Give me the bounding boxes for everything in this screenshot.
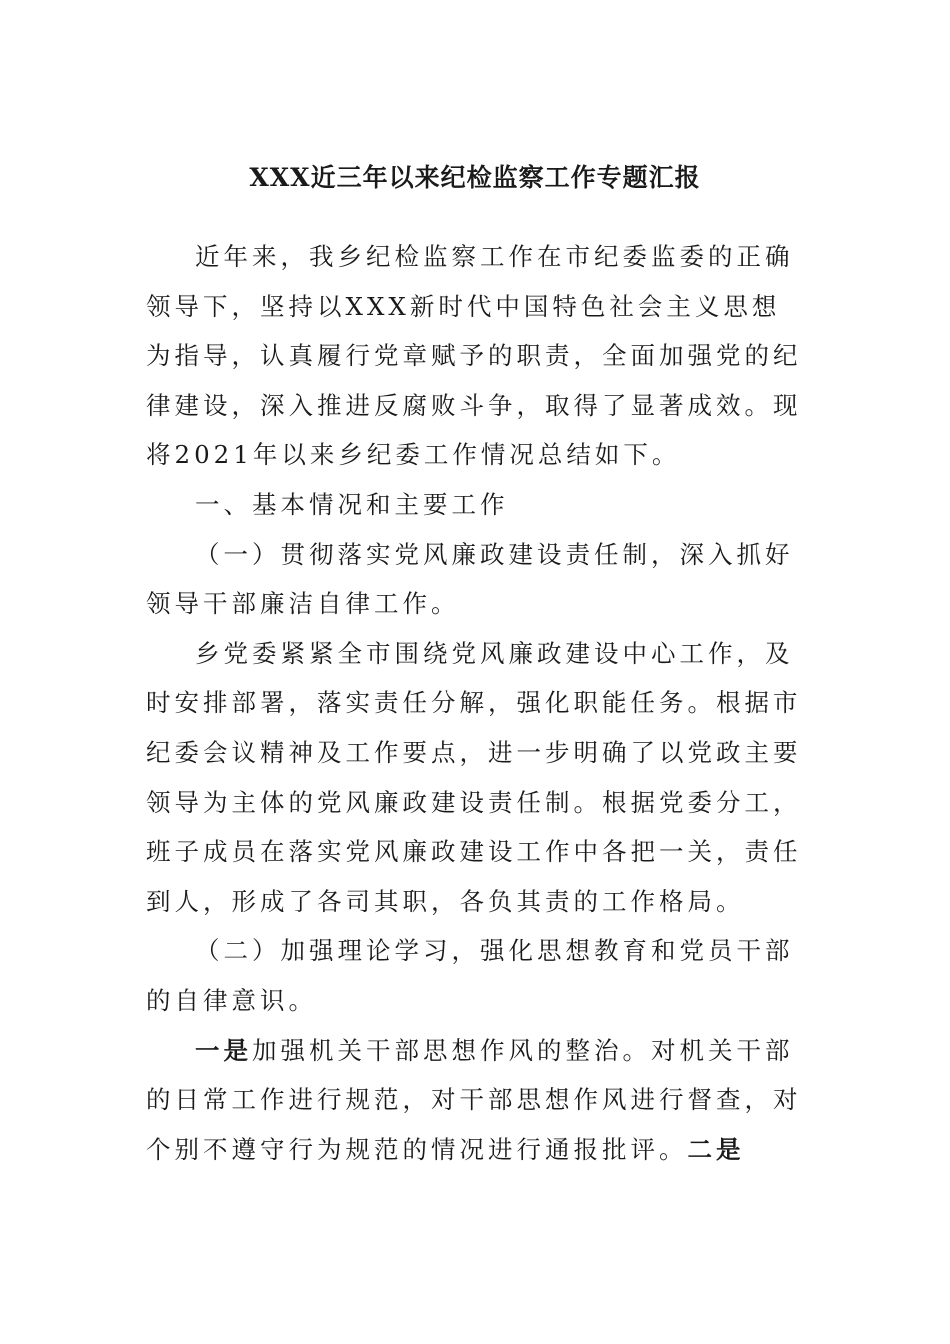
document-body: [146, 232, 806, 1174]
subsection-heading-1: （一）贯彻落实党风廉政建设责任制，深入抓好领导干部廉洁自律工作。: [146, 539, 794, 619]
section-heading-1: 一、基本情况和主要工作: [195, 489, 509, 519]
document-title: XXX近三年以来纪检监察工作专题汇报: [249, 163, 701, 192]
body-paragraph-1: 乡党委紧紧全市围绕党风廉政建设中心工作，及时安排部署，落实责任分解，强化职能任务。根据市纪委会议精神及工作要点，进一步明确了以党政主要领导为主体的党风廉政建设责任制。根据党委分工，班子成员在落实党风廉政建设工作中各把一关，责任到人，形成了各司其职，各负其责的工作格局。: [146, 638, 802, 916]
paragraph-text: 加强机关干部思想作风的整治。对机关干部的日常工作进行规范，对干部思想作风进行督查，对个别不遵守行为规范的情况进行通报批评。: [146, 1035, 802, 1164]
subsection-heading-2: （二）加强理论学习，强化思想教育和党员干部的自律意识。: [146, 936, 794, 1015]
lead-label-2: 二是: [687, 1134, 745, 1164]
lead-label-1: 一是: [195, 1035, 252, 1065]
intro-paragraph: 近年来，我乡纪检监察工作在市纪委监委的正确领导下，坚持以XXX新时代中国特色社会主义思想为指导，认真履行党章赋予的职责，全面加强党的纪律建设，深入推进反腐败斗争，取得了显著成效。现将2021年以来乡纪委工作情况总结如下。: [146, 242, 802, 470]
body-paragraph-2: [146, 1026, 806, 1175]
